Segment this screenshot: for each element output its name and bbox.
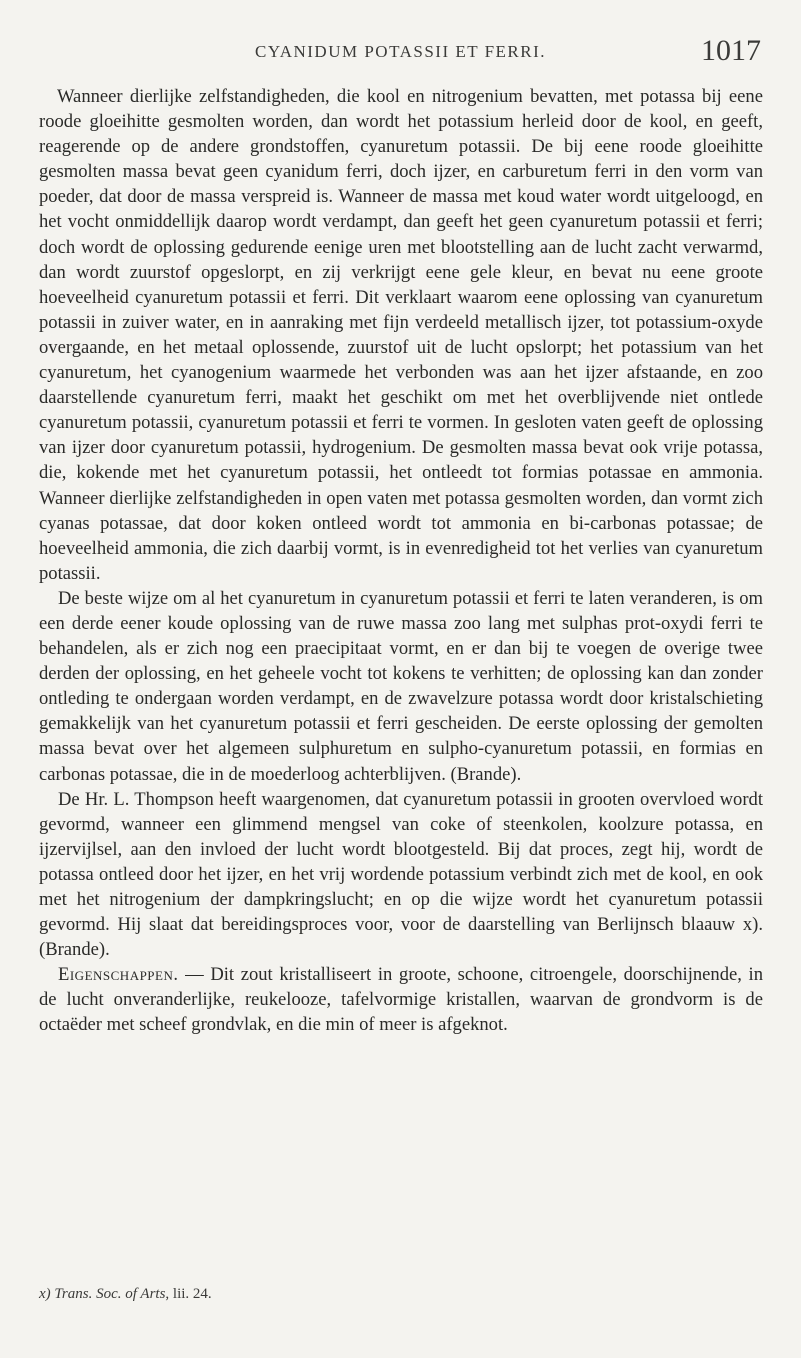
body-text xyxy=(39,84,763,1038)
page-number: 1017 xyxy=(701,34,761,67)
paragraph-production: Wanneer dierlijke zelfstandigheden, die kool en nitrogenium bevatten, met potassa bij eene roode gloeihitte gesmolten worden, dan wordt het potassium herleid door de kool, en geeft, reagerende op de andere grondstoffen, cyanuretum potassii. De bij eene roode gloeihitte gesmolten massa bevat geen cyanidum ferri, doch ijzer, en carburetum ferri in den vorm van poeder, dat door de massa verspreid is. Wanneer de massa met koud water wordt uitgeloogd, en het vocht onmiddellijk daarop wordt verdampt, dan geeft het geen cyanuretum potassii et ferri; doch wordt de oplossing gedurende eenige uren met blootstelling aan de lucht zacht verwarmd, dan wordt zuurstof opgeslorpt, en zij verkrijgt eene gele kleur, en bevat nu eene groote hoeveelheid cyanuretum potassii et ferri. Dit verklaart waarom eene oplossing van cyanuretum potassii in zuiver water, en in aanraking met fijn verdeeld metallisch ijzer, tot potassium-oxyde overgaande, en het metaal oplossende, zuurstof uit de lucht opslorpt; het potassium van het cyanuretum, het cyanogenium waarmede het verbonden was aan het ijzer afstaande, en zoo daarstellende cyanuretum ferri, maakt het geschikt om met het overblijvende niet ontlede cyanuretum potassii, cyanuretum potassii et ferri te vormen. In gesloten vaten geeft de oplossing van ijzer door cyanuretum potassii, hydrogenium. De gesmolten massa bevat ook vrije potassa, die, kokende met het cyanuretum potassii, het ontleedt tot formias potassae en ammonia. Wanneer dierlijke zelfstandigheden in open vaten met potassa gesmolten worden, dan vormt zich cyanas potassae, dat door koken ontleed wordt tot ammonia en bi-carbonas potassae; de hoeveelheid ammonia, die zich daarbij vormt, is in evenredigheid tot het verlies van cyanuretum potassii. xyxy=(39,86,763,584)
properties-heading: Eigenschappen. xyxy=(58,964,179,986)
running-head xyxy=(0,34,801,70)
footnote-source: Trans. Soc. of Arts xyxy=(54,1286,166,1302)
paragraph-properties xyxy=(39,962,763,1037)
paragraph-thompson: De Hr. L. Thompson heeft waargenomen, dat cyanuretum potassii in grooten overvloed wordt gevormd, wanneer een glimmend mengsel van coke of steenkolen, koolzure potassa, en ijzervijlsel, aan den invloed der lucht wordt blootgesteld. Bij dat proces, zegt hij, wordt de potassa ontleed door het ijzer, en het vrij wordende potassium verbindt zich met de kool, en ook met het nitrogenium der dampkringslucht; en op die wijze wordt het cyanuretum potassii gevormd. Hij slaat dat bereidingsproces voor, voor de daarstelling van Berlijnsch blaauw x). (Brande). xyxy=(39,788,763,961)
properties-text: — Dit zout kristalliseert in groote, schoone, citroengele, doorschijnende, in de lucht onveranderlijke, reukelooze, tafelvormige kristallen, waarvan de grondvorm is de octaëder met scheef grondvlak, en die min of meer is afgeknot. xyxy=(39,964,763,1036)
footnote xyxy=(39,1286,763,1303)
footnote-mark: x) xyxy=(39,1286,51,1302)
footnote-ref: , lii. 24. xyxy=(165,1286,212,1302)
running-title: CYANIDUM POTASSII ET FERRI. xyxy=(254,42,547,61)
paragraph-best-method: De beste wijze om al het cyanuretum in cyanuretum potassii et ferri te laten veranderen, is om een derde eener koude oplossing van de ruwe massa zoo lang met sulphas prot-oxydi ferri te behandelen, als er zich nog een praecipitaat vormt, en er dan bij te voegen de overige twee derden der oplossing, en het geheele vocht tot kokens te verhitten; de oplossing kan dan zonder ontleding te ondergaan worden verdampt, en de zwavelzure potassa wordt door kristalschieting gemakkelijk van het cyanuretum potassii et ferri gescheiden. De eerste oplossing der gemolten massa bevat over het algemeen sulphuretum en sulpho-cyanuretum potassii, en formias en carbonas potassae, die in de moederloog achterblijven. (Brande). xyxy=(39,587,763,785)
